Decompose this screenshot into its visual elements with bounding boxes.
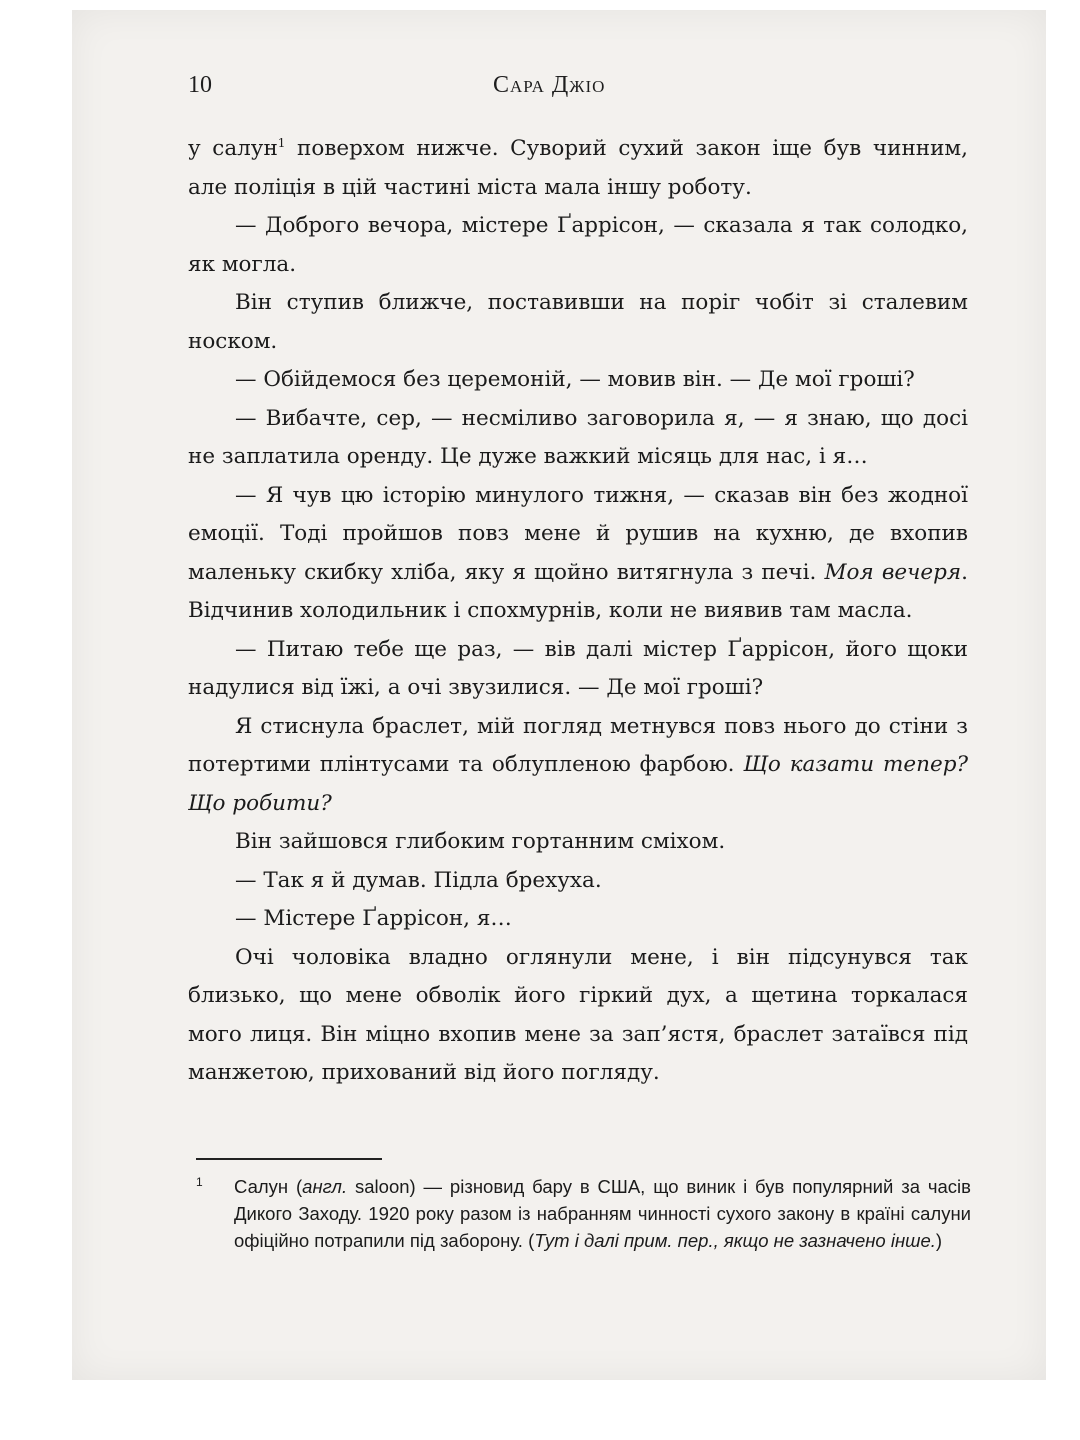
paragraph: — Так я й думав. Підла брехуха. (235, 867, 602, 893)
paragraph: — Містере Ґаррісон, я… (235, 906, 512, 931)
text-span: ) (935, 1230, 943, 1251)
italic-text: Моя вечеря (824, 559, 962, 585)
paragraph: — Питаю тебе ще раз, — вів далі містер Ґаррісон, його щоки надулися від їжі, а очі звузилися. — Де мої гроші? (188, 636, 968, 700)
text-span: . Відчинив холодильник і спохмурнів, коли не виявив там масла. (188, 559, 968, 623)
text-span: у салун (188, 136, 278, 161)
italic-text: Тут і далі прим. пер., якщо не зазначено інше. (534, 1230, 936, 1251)
footnote (196, 1173, 971, 1254)
page-header (188, 72, 968, 112)
page-number: 10 (188, 72, 212, 98)
main-text (188, 130, 968, 1093)
paragraph (188, 130, 968, 207)
text-span: Я стиснула браслет, мій погляд метнувся повз нього до стіни з потертими плінтусами та облупленою фарбою. (188, 713, 968, 777)
footnote-mark: 1 (196, 1175, 203, 1189)
text-span: поверхом нижче. Суворий сухий закон іще був чинним, але поліція в цій частині міста мала іншу роботу. (188, 136, 968, 200)
text-span: saloon) — різновид бару в США, що виник і був популярний за часів Дикого Заходу. 1920 року разом із набранням чинності сухого закону в країні салуни офіційно потрапили під заборону. ( (234, 1176, 971, 1251)
footnote-reference: 1 (277, 135, 286, 150)
paragraph (188, 477, 968, 631)
footnote-text (234, 1173, 971, 1254)
text-span: — Я чув цю історію минулого тижня, — сказав він без жодної емоції. Тоді пройшов повз мене й рушив на кухню, де вхопив маленьку скибку хліба, яку я щойно витягнула з печі. (188, 482, 968, 585)
italic-text: Що казати тепер? Що робити? (188, 752, 968, 816)
paragraph: Він зайшовся глибоким гортанним сміхом. (235, 829, 726, 854)
paragraph (188, 708, 968, 824)
footnote-divider (196, 1158, 382, 1160)
paragraph: Він ступив ближче, поставивши на поріг чобіт зі сталевим носком. (188, 290, 968, 354)
text-span: Салун ( (234, 1176, 303, 1197)
running-head-author: Сара Джіо (493, 72, 606, 98)
paragraph: — Вибачте, сер, — несміливо заговорила я, — я знаю, що досі не заплатила оренду. Це дуже важкий місяць для нас, і я… (188, 405, 968, 469)
paragraph: — Обійдемося без церемоній, — мовив він. — Де мої гроші? (235, 367, 915, 392)
paragraph: — Доброго вечора, містере Ґаррісон, — сказала я так солодко, як могла. (188, 213, 968, 277)
paragraph: Очі чоловіка владно оглянули мене, і він підсунувся так близько, що мене обволік його гіркий дух, а щетина торкалася мого лиця. Він міцно вхопив мене за зап’ястя, браслет затаївся під манжетою, прихований від його погляду. (188, 944, 968, 1085)
italic-text: англ. (302, 1176, 348, 1197)
